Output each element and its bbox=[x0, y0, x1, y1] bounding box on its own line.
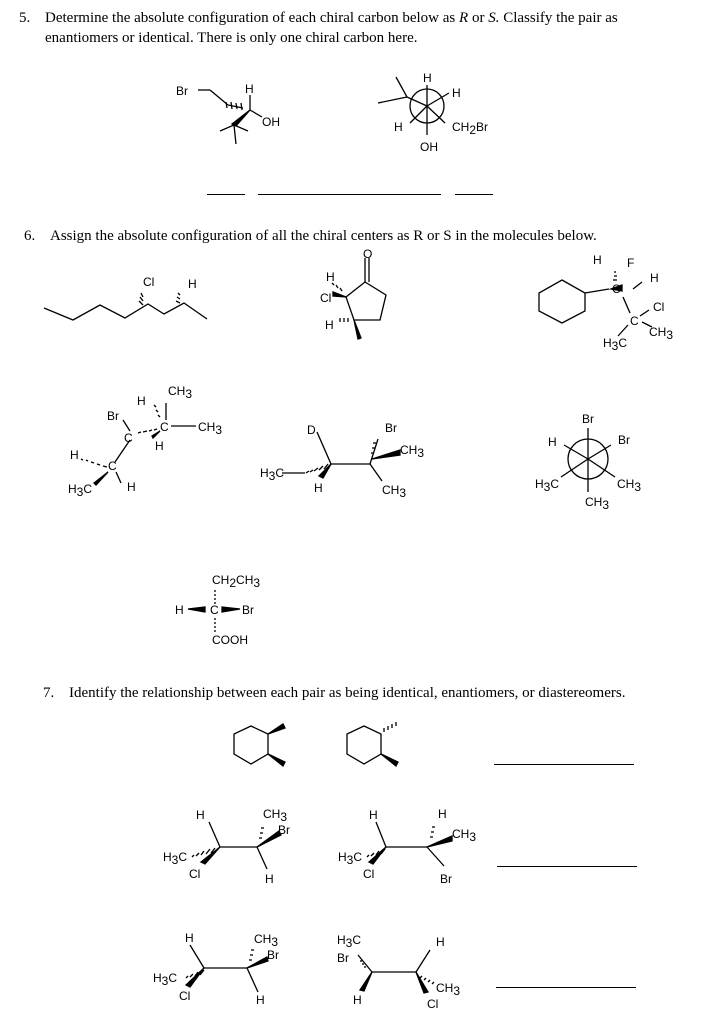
label-h: H bbox=[175, 603, 184, 617]
label-h3c: H3C bbox=[338, 850, 363, 867]
label-f: F bbox=[627, 256, 635, 270]
label-cl: Cl bbox=[189, 867, 201, 881]
question-6-text: Assign the absolute configuration of all the chiral centers as R or S in the molecules below. bbox=[50, 228, 597, 244]
label-h3c: H3C bbox=[603, 336, 628, 353]
q5-molecule-a bbox=[198, 90, 262, 144]
label-ch3: CH3 bbox=[452, 827, 477, 844]
q6-molecule-4 bbox=[81, 403, 196, 485]
label-br: Br bbox=[278, 823, 290, 837]
label-br: Br bbox=[582, 412, 594, 426]
q6-molecule-2 bbox=[332, 258, 386, 339]
label-oh: OH bbox=[420, 140, 438, 154]
label-ch3: CH3 bbox=[168, 384, 193, 401]
label-ch3: CH3 bbox=[263, 807, 288, 824]
label-cl: Cl bbox=[143, 275, 155, 289]
label-c: C bbox=[160, 420, 169, 434]
label-cl: Cl bbox=[320, 291, 332, 305]
label-h: H bbox=[650, 271, 659, 285]
label-cl: Cl bbox=[179, 989, 191, 1003]
q5-newman-projection bbox=[378, 77, 449, 135]
label-cl: Cl bbox=[363, 867, 375, 881]
label-h3c: H3C bbox=[68, 482, 93, 499]
label-h: H bbox=[155, 439, 164, 453]
label-o: O bbox=[363, 247, 373, 261]
question-7-number: 7. bbox=[43, 685, 55, 701]
label-c: C bbox=[630, 314, 639, 328]
label-ch3: CH3 bbox=[436, 981, 461, 998]
label-h: H bbox=[394, 120, 403, 134]
label-h3c: H3C bbox=[337, 933, 362, 950]
label-h: H bbox=[127, 480, 136, 494]
label-h: H bbox=[326, 270, 335, 284]
label-br: Br bbox=[176, 84, 188, 98]
label-ch2ch3: CH2CH3 bbox=[212, 573, 261, 590]
label-h: H bbox=[423, 71, 432, 85]
label-h3c: H3C bbox=[163, 850, 188, 867]
label-h: H bbox=[185, 931, 194, 945]
q6-molecule-1 bbox=[44, 293, 207, 320]
q7-pair-3 bbox=[186, 945, 434, 993]
label-h: H bbox=[369, 808, 378, 822]
label-ch3: CH3 bbox=[382, 483, 407, 500]
label-h: H bbox=[593, 253, 602, 267]
label-h: H bbox=[70, 448, 79, 462]
label-oh: OH bbox=[262, 115, 280, 129]
label-c: C bbox=[124, 431, 133, 445]
q6-molecule-5 bbox=[282, 432, 400, 481]
label-cooh: COOH bbox=[212, 633, 248, 647]
label-ch3: CH3 bbox=[254, 932, 279, 949]
label-h: H bbox=[438, 807, 447, 821]
label-ch3: CH3 bbox=[585, 495, 610, 512]
label-br: Br bbox=[267, 948, 279, 962]
label-br: Br bbox=[242, 603, 254, 617]
label-h3c: H3C bbox=[535, 477, 560, 494]
label-br: Br bbox=[107, 409, 119, 423]
label-h: H bbox=[196, 808, 205, 822]
label-h: H bbox=[353, 993, 362, 1007]
label-h: H bbox=[314, 481, 323, 495]
label-d: D bbox=[307, 423, 316, 437]
label-h: H bbox=[436, 935, 445, 949]
label-br: Br bbox=[618, 433, 630, 447]
label-h: H bbox=[452, 86, 461, 100]
label-h3c: H3C bbox=[260, 466, 285, 483]
label-br: Br bbox=[337, 951, 349, 965]
label-h: H bbox=[188, 277, 197, 291]
label-ch2br: CH2Br bbox=[452, 120, 489, 137]
question-5-line2: enantiomers or identical. There is only one chiral carbon here. bbox=[45, 30, 418, 46]
label-h: H bbox=[548, 435, 557, 449]
label-c: C bbox=[612, 282, 621, 296]
label-c: C bbox=[210, 603, 219, 617]
label-h: H bbox=[256, 993, 265, 1007]
question-7-text: Identify the relationship between each pair as being identical, enantiomers, or diastereomers. bbox=[69, 685, 626, 701]
label-ch3: CH3 bbox=[400, 443, 425, 460]
q7-pair-2 bbox=[192, 822, 452, 869]
label-h: H bbox=[325, 318, 334, 332]
label-h: H bbox=[245, 82, 254, 96]
label-h3c: H3C bbox=[153, 971, 178, 988]
label-h: H bbox=[137, 394, 146, 408]
label-ch3: CH3 bbox=[617, 477, 642, 494]
label-br: Br bbox=[440, 872, 452, 886]
q7-pair-1 bbox=[234, 722, 398, 766]
label-ch3: CH3 bbox=[649, 325, 674, 342]
label-ch3: CH3 bbox=[198, 420, 223, 437]
label-cl: Cl bbox=[427, 997, 439, 1011]
label-cl: Cl bbox=[653, 300, 665, 314]
q6-newman-projection bbox=[561, 428, 615, 492]
question-5-number: 5. bbox=[19, 10, 31, 26]
label-br: Br bbox=[385, 421, 397, 435]
question-6-number: 6. bbox=[24, 228, 36, 244]
label-h: H bbox=[265, 872, 274, 886]
atom-labels bbox=[68, 71, 673, 1011]
label-c: C bbox=[108, 459, 117, 473]
question-5-line1: Determine the absolute configuration of each chiral carbon below as R or S. Classify the pair as bbox=[45, 10, 618, 26]
